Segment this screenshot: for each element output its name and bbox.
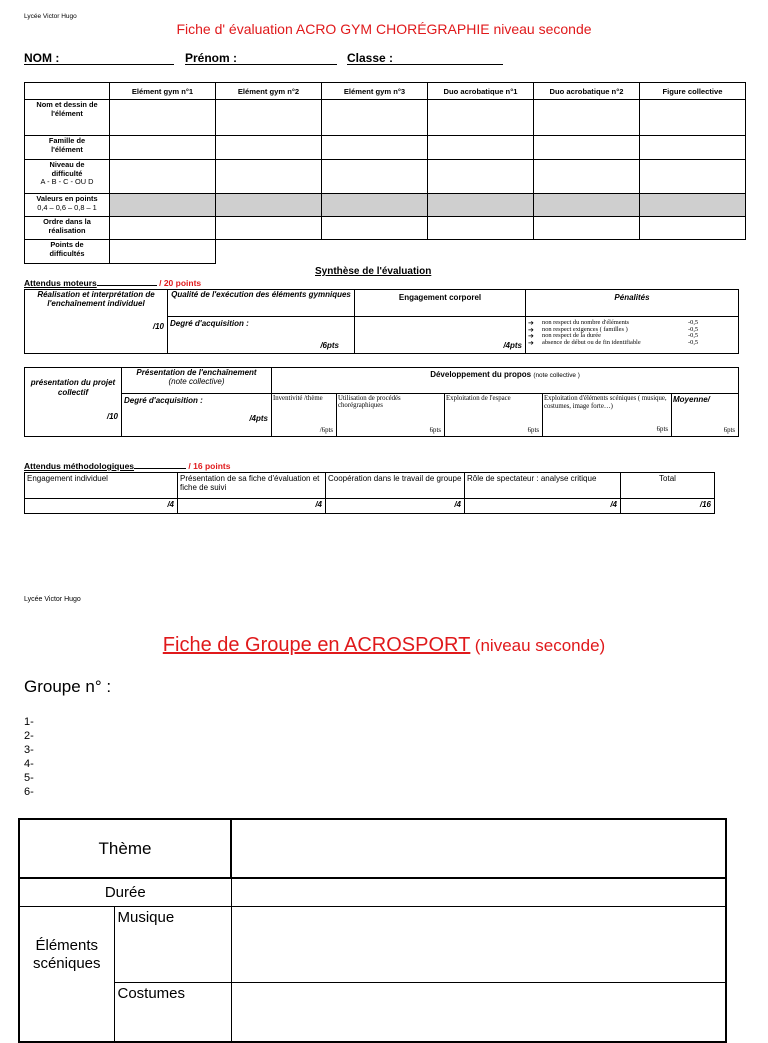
methodo-points: / 16 points bbox=[188, 461, 231, 471]
presentation-note: (note collective) bbox=[168, 377, 225, 386]
methodo-score[interactable]: /16 bbox=[621, 499, 715, 514]
methodo-table bbox=[24, 472, 715, 514]
grid-cell bbox=[322, 194, 428, 217]
title-sub: (niveau seconde) bbox=[474, 636, 606, 655]
developpement-note: (note collective ) bbox=[533, 372, 580, 379]
member-item[interactable]: 6- bbox=[24, 786, 34, 798]
row-label-line: Points de bbox=[50, 240, 84, 249]
grid-cell[interactable] bbox=[534, 136, 640, 160]
row-label bbox=[25, 194, 110, 217]
presentation-cell[interactable] bbox=[122, 394, 272, 437]
projet-score: /10 bbox=[106, 412, 118, 421]
penalty-value: -0,5 bbox=[688, 319, 699, 326]
row-label bbox=[25, 100, 110, 136]
page-title-2 bbox=[0, 634, 768, 657]
qualite-header: Qualité de l'exécution des éléments gymniques bbox=[168, 290, 355, 317]
presentation-score: /4pts bbox=[249, 414, 268, 423]
grid-cell[interactable] bbox=[640, 136, 746, 160]
qualite-cell[interactable] bbox=[168, 317, 355, 354]
criterion-label: Inventivité /thème bbox=[273, 395, 323, 402]
table-row bbox=[25, 240, 746, 264]
member-item[interactable]: 4- bbox=[24, 758, 34, 770]
criterion-label: Exploitation d'éléments scéniques ( musique, costumes, image forte…) bbox=[544, 395, 667, 410]
methodo-column-header: Rôle de spectateur : analyse critique bbox=[465, 473, 621, 499]
table-row bbox=[25, 217, 746, 240]
grid-cell[interactable] bbox=[534, 217, 640, 240]
duree-label: Durée bbox=[19, 878, 231, 906]
grid-cell[interactable] bbox=[640, 100, 746, 136]
grid-cell[interactable] bbox=[110, 217, 216, 240]
theme-value[interactable] bbox=[231, 819, 726, 878]
row-label-line: l'élément bbox=[51, 144, 83, 154]
grid-cell bbox=[110, 194, 216, 217]
criterion-label: Exploitation de l'espace bbox=[446, 395, 511, 402]
grid-cell[interactable] bbox=[216, 160, 322, 194]
methodo-column-header: Présentation de sa fiche d'évaluation et fiche de suivi bbox=[178, 473, 326, 499]
row-label bbox=[25, 240, 110, 264]
projet-cell bbox=[25, 368, 122, 437]
presentation-header bbox=[122, 368, 272, 394]
elements-label: Éléments scéniques bbox=[19, 906, 114, 1042]
grid-cell[interactable] bbox=[110, 240, 216, 264]
presentation-degre: Degré d'acquisition : bbox=[124, 396, 203, 405]
row-label-line: Nom et dessin de bbox=[36, 100, 98, 109]
criterion-cell[interactable] bbox=[445, 394, 543, 437]
grid-cell bbox=[428, 194, 534, 217]
row-label-line: A - B - C - OU D bbox=[40, 177, 94, 186]
costumes-value[interactable] bbox=[231, 982, 726, 1042]
row-label-line: Ordre dans la bbox=[43, 217, 91, 226]
methodo-score[interactable]: /4 bbox=[326, 499, 465, 514]
prenom-label: Prénom : bbox=[185, 51, 238, 65]
row-label bbox=[25, 136, 110, 160]
moteurs-label: Attendus moteurs bbox=[24, 278, 97, 288]
grid-cell[interactable] bbox=[428, 160, 534, 194]
grid-cell[interactable] bbox=[216, 100, 322, 136]
school-name-2: Lycée Victor Hugo bbox=[24, 596, 81, 603]
criterion-score: 6pts bbox=[656, 426, 668, 434]
grid-header: Figure collective bbox=[640, 83, 746, 100]
penalty-value: -0,5 bbox=[688, 338, 699, 346]
grid-cell bbox=[534, 194, 640, 217]
grid-empty bbox=[216, 240, 746, 264]
arrow-right-icon: ➔ bbox=[528, 338, 534, 347]
penalty-value: -0,5 bbox=[688, 332, 699, 340]
grid-cell[interactable] bbox=[534, 100, 640, 136]
grid-cell[interactable] bbox=[640, 160, 746, 194]
arrow-right-icon: ➔ bbox=[528, 319, 534, 327]
grid-cell[interactable] bbox=[534, 160, 640, 194]
theme-label: Thème bbox=[19, 819, 231, 878]
criterion-score: 6pts bbox=[723, 427, 736, 434]
grid-cell[interactable] bbox=[216, 136, 322, 160]
member-item[interactable]: 5- bbox=[24, 772, 34, 784]
arrow-right-icon: ➔ bbox=[528, 325, 534, 334]
table-row bbox=[25, 100, 746, 136]
criterion-cell[interactable] bbox=[672, 394, 739, 437]
criterion-score: 6pts bbox=[527, 426, 539, 434]
member-list bbox=[24, 715, 34, 799]
table-row bbox=[25, 136, 746, 160]
grid-cell[interactable] bbox=[322, 217, 428, 240]
grid-cell[interactable] bbox=[216, 217, 322, 240]
row-label-line: réalisation bbox=[48, 225, 86, 235]
qualite-degre: Degré d'acquisition : bbox=[170, 319, 249, 328]
criterion-score: /6pts bbox=[319, 426, 333, 434]
classe-label: Classe : bbox=[347, 51, 394, 65]
moteurs-line bbox=[97, 285, 157, 286]
row-label-line: Niveau de bbox=[49, 160, 85, 169]
groupe-label: Groupe n° : bbox=[24, 677, 112, 696]
grid-cell bbox=[640, 194, 746, 217]
penalty-list bbox=[526, 317, 739, 354]
prenom-line[interactable] bbox=[185, 64, 337, 65]
criterion-cell[interactable] bbox=[543, 394, 672, 437]
grid-cell[interactable] bbox=[428, 136, 534, 160]
criterion-score: 6pts bbox=[429, 426, 441, 434]
grid-header: Duo acrobatique n°2 bbox=[534, 83, 640, 100]
musique-label: Musique bbox=[114, 906, 231, 982]
member-item[interactable]: 2- bbox=[24, 730, 34, 742]
grid-cell[interactable] bbox=[428, 217, 534, 240]
synthese-heading: Synthèse de l'évaluation bbox=[315, 266, 432, 277]
row-label-line: difficulté bbox=[51, 168, 83, 178]
grid-cell[interactable] bbox=[428, 100, 534, 136]
title-main: Fiche de Groupe en ACROSPORT bbox=[162, 634, 471, 656]
projet-label: présentation du projet collectif bbox=[30, 378, 116, 397]
methodo-score[interactable]: /4 bbox=[178, 499, 326, 514]
presentation-label: Présentation de l'enchaînement bbox=[136, 368, 257, 377]
developpement-header bbox=[272, 368, 739, 394]
engagement-cell[interactable] bbox=[355, 317, 526, 354]
grid-corner bbox=[25, 83, 110, 100]
criterion-cell[interactable] bbox=[272, 394, 337, 437]
row-label-line: 0,4 – 0,6 – 0,8 – 1 bbox=[37, 202, 97, 212]
realisation-score: /10 bbox=[152, 322, 164, 331]
criterion-cell[interactable] bbox=[337, 394, 445, 437]
row-label bbox=[25, 217, 110, 240]
costumes-label: Costumes bbox=[114, 982, 231, 1042]
penalty-item[interactable] bbox=[528, 340, 718, 347]
realisation-label: Réalisation et interprétation de l'enchaînement individuel bbox=[37, 290, 155, 308]
methodo-column-header: Engagement individuel bbox=[25, 473, 178, 499]
penalty-text: non respect exigences ( familles ) bbox=[542, 325, 628, 333]
grid-cell[interactable] bbox=[110, 160, 216, 194]
moteurs-heading bbox=[24, 278, 201, 288]
member-item[interactable]: 1- bbox=[24, 716, 34, 728]
engagement-score: /4pts bbox=[503, 341, 522, 350]
penalty-text: non respect du nombre d'éléments bbox=[542, 319, 630, 326]
table-row bbox=[25, 499, 715, 514]
arrow-right-icon: ➔ bbox=[528, 332, 534, 341]
grid-header: Duo acrobatique n°1 bbox=[428, 83, 534, 100]
penalites-header: Pénalités bbox=[526, 290, 739, 317]
musique-value[interactable] bbox=[231, 906, 726, 982]
row-label-line: difficultés bbox=[49, 248, 85, 258]
penalty-text: non respect de la durée bbox=[542, 332, 601, 340]
grid-cell[interactable] bbox=[322, 160, 428, 194]
grid-cell[interactable] bbox=[110, 136, 216, 160]
grid-header: Elément gym n°1 bbox=[110, 83, 216, 100]
grid-cell[interactable] bbox=[322, 100, 428, 136]
row-label bbox=[25, 160, 110, 194]
penalty-value: -0,5 bbox=[688, 325, 699, 333]
methodo-score[interactable]: /4 bbox=[465, 499, 621, 514]
nom-line[interactable] bbox=[24, 64, 174, 65]
row-label-line: l'élément bbox=[51, 108, 83, 118]
nom-label: NOM : bbox=[24, 51, 60, 65]
methodo-line bbox=[134, 468, 186, 469]
criterion-label: Utilisation de procédés chorégraphiques bbox=[338, 395, 401, 410]
table-row bbox=[25, 194, 746, 217]
methodo-label: Attendus méthodologiques bbox=[24, 461, 135, 471]
classe-line[interactable] bbox=[347, 64, 503, 65]
groupe-table bbox=[18, 818, 727, 1043]
methodo-score[interactable]: /4 bbox=[25, 499, 178, 514]
elements-grid bbox=[24, 82, 746, 264]
row-label-line: Valeurs en points bbox=[36, 194, 98, 203]
school-name: Lycée Victor Hugo bbox=[24, 13, 77, 20]
grid-cell bbox=[216, 194, 322, 217]
table-row bbox=[25, 160, 746, 194]
grid-header: Elément gym n°3 bbox=[322, 83, 428, 100]
methodo-column-header: Total bbox=[621, 473, 715, 499]
page-title: Fiche d' évaluation ACRO GYM CHORÉGRAPHIE niveau seconde bbox=[176, 21, 592, 37]
developpement-label: Développement du propos bbox=[430, 370, 532, 379]
grid-header: Elément gym n°2 bbox=[216, 83, 322, 100]
duree-value[interactable] bbox=[231, 878, 726, 906]
criterion-label: Moyenne/ bbox=[673, 395, 710, 404]
methodo-column-header: Coopération dans le travail de groupe bbox=[326, 473, 465, 499]
methodo-heading bbox=[24, 461, 230, 471]
member-item[interactable]: 3- bbox=[24, 744, 34, 756]
engagement-header: Engagement corporel bbox=[355, 290, 526, 317]
qualite-score: /6pts bbox=[320, 341, 339, 350]
realisation-cell bbox=[25, 290, 168, 354]
penalty-text: absence de début ou de fin identifiable bbox=[542, 338, 641, 346]
grid-cell[interactable] bbox=[322, 136, 428, 160]
moteurs-points: / 20 points bbox=[159, 278, 202, 288]
moteurs-table bbox=[24, 289, 739, 354]
table-row bbox=[25, 473, 715, 499]
grid-cell[interactable] bbox=[110, 100, 216, 136]
grid-cell[interactable] bbox=[640, 217, 746, 240]
row-label-line: Famille de bbox=[48, 136, 86, 145]
projet-table bbox=[24, 367, 739, 437]
